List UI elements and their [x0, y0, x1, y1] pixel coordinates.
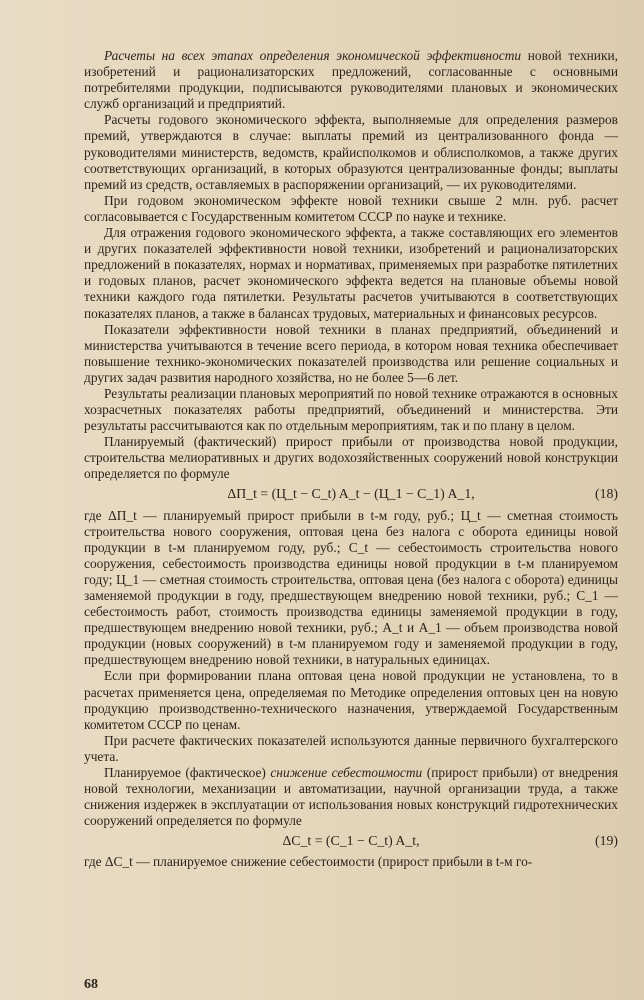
paragraph-accounting: При расчете фактических показателей используются данные первичного бухгалтерского учета.: [84, 732, 618, 764]
paragraph-plans: Для отражения годового экономического эффекта, а также составляющих его элементов и других показателей эффективности новой техники, изобретений и рационализаторских предложений в показателях, нормах и нормативах, применяемых при разработке пятилетних и годовых планов, расчет экономического эффекта ведется на плановые объемы новой техники каждого года пятилетки. Результаты расчетов учитываются в соответствующих показателях планов, а также в балансах трудовых, материальных и финансовых ресурсов.: [84, 225, 618, 321]
paragraph-calculations-approval: [84, 48, 618, 112]
formula-18-number: (18): [595, 486, 618, 502]
formula-18: [84, 485, 618, 505]
paragraph-profit-growth: Планируемый (фактический) прирост прибыли от производства новой продукции, строительства мелиоративных и других водохозяйственных сооружений новой конструкции определяется по формуле: [84, 434, 618, 482]
paragraph-wholesale-price: Если при формировании плана оптовая цена новой продукции не установлена, то в расчетах применяется цена, определяемая по Методике определения оптовых цен на новую продукцию производственно-технического назначения, утверждаемой Государственным комитетом СССР по ценам.: [84, 668, 618, 732]
formula-19-expression: ΔС_t = (С_1 − С_t) A_t,: [282, 833, 420, 849]
paragraph-cost-after: (прирост прибыли) от внедрения новой технологии, механизации и автоматизации, научной организации труда, а также снижения издержек в эксплуатации от использования новых конструкций гидротехнических сооружений определяется по формуле: [84, 765, 618, 829]
formula-19-definitions: где ΔС_t — планируемое снижение себестоимости (прирост прибыли в t-м го-: [84, 854, 533, 870]
formula-18-definitions: где ΔП_t — планируемый прирост прибыли в t-м году, руб.; Ц_t — сметная стоимость строительства нового сооружения, оптовая цена без налога с оборота единицы новой продукции в t-м планируемом году, руб.; С_t — себестоимость строительства нового сооружения, себестоимость производства единицы новой продукции в t-м планируемом году; Ц_1 — сметная стоимость строительства, оптовая цена (без налога с оборота) единицы заменяемой продукции в году, предшествующем внедрению новой техники, руб.; С_1 — себестоимость работ, стоимость производства единицы заменяемой продукции в году, предшествующем внедрению новой техники, руб.; A_t и A_1 — объем производства новой продукции (новых сооружений) в t-м планируемом году и заменяемой продукции в году, предшествующем внедрению новой техники, в натуральных единицах.: [84, 507, 618, 668]
paragraph-body: новой техники, изобретений и рационализаторских предложений, согласованные с основными потребителями продукции, подписываются руководителями плановых и экономических служб организаций и предприятий.: [84, 48, 618, 112]
page-text: [84, 48, 618, 871]
paragraph-indicators: Показатели эффективности новой техники в планах предприятий, объединений и министерства учитываются в течение всего периода, в котором новая техника обеспечивает повышение технико-экономических показателей производства или решение социальных и других задач развития народного хозяйства, но не более 5—6 лет.: [84, 321, 618, 385]
paragraph-threshold: При годовом экономическом эффекте новой техники свыше 2 млн. руб. расчет согласовывается с Государственным комитетом СССР по науке и технике.: [84, 192, 618, 224]
formula-19: [84, 831, 618, 851]
paragraph-cost-emph: снижение себестоимости: [270, 765, 423, 781]
paragraph-annual-effect: Расчеты годового экономического эффекта, выполняемые для определения размеров премий, утверждаются в случае: выплаты премий из централизованного фонда — руководителями министерств, ведомств, крайисполкомов и облисполкомов, а также других соответствующих организаций, в которых образуются централизованные фонды; выплаты премий из средств, оставляемых в распоряжении организаций, — их руководителями.: [84, 112, 618, 192]
paragraph-cost-before: Планируемое (фактическое): [104, 765, 271, 781]
formula-18-expression: ΔП_t = (Ц_t − С_t) A_t − (Ц_1 − С_1) A_1,: [227, 486, 475, 502]
paragraph-lead: Расчеты на всех этапах определения экономической эффективности: [104, 48, 522, 63]
paragraph-cost-reduction: [84, 765, 618, 829]
formula-19-number: (19): [595, 833, 618, 849]
paragraph-results: Результаты реализации плановых мероприятий по новой технике отражаются в основных хозрасчетных показателях работы предприятий, объединений и министерства. Эти результаты рассчитываются как по отдельным мероприятиям, так и по плану в целом.: [84, 385, 618, 434]
page-number: 68: [84, 977, 98, 992]
